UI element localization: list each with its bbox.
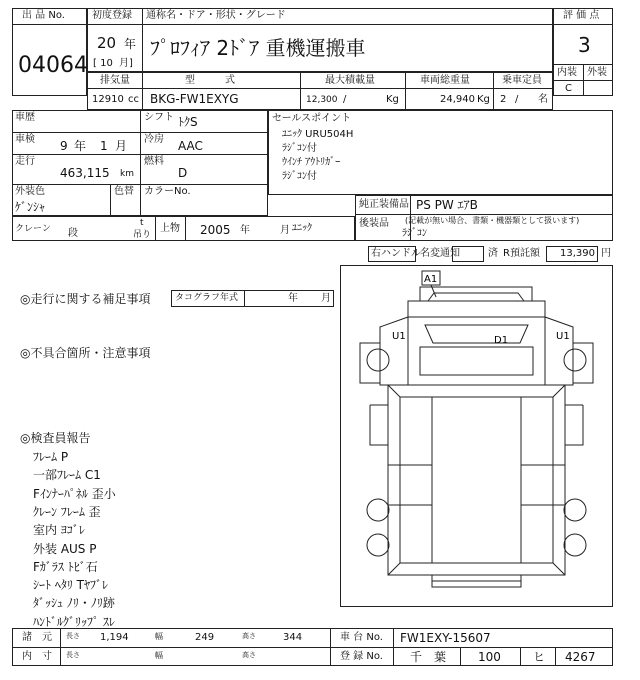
defects-label: ◎不具合箇所・注意事項 (20, 346, 151, 360)
vehicle-name: ﾌﾟﾛﾌｨｱ 2ﾄﾞｱ 重機運搬車 (150, 36, 366, 60)
reg-kana: ヒ (533, 650, 546, 664)
first-reg-label: 初度登録 (92, 10, 132, 21)
first-reg-year-unit: 年 (124, 37, 137, 51)
inspector-item: ﾀﾞｯｼｭ ﾉﾘ・ﾉﾘ跡 (33, 596, 115, 610)
sales-point-item: ｳｲﾝﾁ ｱｳﾄﾘｶﾞｰ (282, 157, 341, 168)
fuel-value: D (178, 166, 188, 180)
height-value: 344 (283, 632, 303, 643)
divider (330, 628, 331, 666)
divider (300, 72, 301, 110)
interior-width-label: 幅 (155, 651, 163, 660)
interior-length-label: 長さ (66, 651, 80, 659)
color-no-label: 色替 (114, 186, 134, 197)
inspector-item: 室内 ﾖｺﾞﾚ (33, 523, 85, 537)
inspector-item: 一部ﾌﾚｰﾑ C1 (33, 468, 101, 482)
history-label: 車歴 (15, 112, 35, 123)
divider (405, 72, 406, 110)
length-label: 長さ (66, 632, 80, 640)
first-reg-month: [ 10 (93, 58, 113, 69)
mount-year-unit: 年 (240, 225, 250, 236)
interior-label: 内装 (557, 67, 577, 78)
mount-month-unit: 月 (280, 225, 290, 236)
insp-year: 9 (60, 139, 68, 153)
mount-maker: ﾕﾆｯｸ (292, 223, 312, 234)
shift-value: ﾄｸS (178, 115, 198, 129)
ext-color-label: 外装色 (15, 186, 45, 197)
inspector-item: Fｲﾝﾅｰﾊﾟﾈﾙ 歪小 (33, 487, 116, 501)
divider (87, 88, 553, 89)
type-value: BKG-FW1EXYG (150, 92, 239, 106)
mileage-label: 走行 (15, 156, 35, 167)
divider (355, 214, 613, 215)
crane-label: クレーン (15, 224, 51, 234)
tacho-label: タコグラフ年式 (175, 293, 239, 303)
dims-label: 諸 元 (22, 632, 52, 643)
damage-mark-u1-left: U1 (392, 331, 406, 342)
recycle-prefix: 済 (488, 248, 498, 259)
divider (142, 8, 143, 72)
ac-value: AAC (178, 139, 203, 153)
std-equip-value: PS PW ｴｱB (416, 198, 478, 212)
length-value: 1,194 (100, 632, 129, 643)
displacement-unit: cc (128, 94, 139, 105)
ext-color-value: ｹﾞﾝｼｬ (15, 200, 46, 214)
crane-lift-unit: 吊り (133, 230, 152, 240)
insp-month: 1 (100, 139, 108, 153)
score-value: 3 (578, 33, 591, 57)
damage-mark-d1: D1 (494, 335, 509, 346)
chassis-value: FW1EXY-15607 (400, 631, 491, 645)
tacho-month-unit: 月 (321, 293, 331, 304)
aftermarket-value: ﾗｼﾞｺﾝ (402, 228, 427, 239)
sales-point-item: ﾗｼﾞｺﾝ付 (282, 143, 317, 154)
driving-notes-label: ◎走行に関する補足事項 (20, 292, 151, 306)
reg-number: 4267 (565, 650, 596, 664)
displacement-label: 排気量 (100, 75, 130, 86)
lot-box (12, 8, 87, 96)
mileage-value: 463,115 (60, 166, 110, 180)
score-label: 評 価 点 (563, 10, 600, 21)
inspection-label: 車検 (15, 134, 35, 145)
insp-month-unit: 月 (115, 139, 128, 153)
capacity-label: 乗車定員 (502, 75, 542, 86)
divider (393, 628, 394, 666)
inspector-label: ◎検査員報告 (20, 431, 91, 445)
mileage-unit: km (120, 169, 134, 179)
aftermarket-label: 後装品 (359, 218, 389, 229)
width-label: 幅 (155, 632, 163, 641)
gross-weight-unit: Kg (477, 94, 490, 105)
sales-point-item: ﾗｼﾞｺﾝ付 (282, 171, 317, 182)
height-label: 高さ (242, 632, 256, 640)
max-load-unit: Kg (386, 94, 399, 105)
divider (493, 72, 494, 110)
divider (185, 216, 186, 241)
divider (12, 24, 87, 25)
lot-number: 04064 (18, 53, 88, 78)
inspector-item: ﾌﾚｰﾑ P (33, 450, 69, 464)
lot-label: 出 品 No. (22, 10, 65, 21)
color-no-sub: カラーNo. (144, 186, 191, 197)
recycle-unit: 円 (601, 248, 611, 259)
model-label: 通称名・ドア・形状・グレード (146, 10, 286, 21)
shift-label: シフト (144, 112, 174, 123)
divider (60, 628, 61, 666)
exterior-label: 外装 (587, 67, 607, 78)
chassis-label: 車 台 No. (340, 632, 383, 643)
reg-class: 100 (478, 650, 501, 664)
crane-stage-unit: 段 (68, 228, 78, 239)
interior-height-label: 高さ (242, 651, 256, 659)
reg-label: 登 録 No. (340, 651, 383, 662)
divider (12, 647, 613, 648)
recycle-amount: 13,390 (560, 248, 595, 259)
divider (583, 64, 584, 96)
divider (244, 290, 245, 307)
reg-area: 千 葉 (410, 650, 447, 664)
fuel-label: 燃料 (144, 156, 164, 167)
divider (110, 184, 111, 216)
gross-weight-value: 24,940 (440, 94, 475, 105)
first-reg-month-unit: 月] (119, 58, 133, 69)
std-equip-label: 純正装備品 (359, 199, 409, 210)
divider (142, 72, 143, 110)
divider (155, 216, 156, 241)
capacity-value: 2 (500, 94, 507, 105)
inspector-item: ｼｰﾄ ﾍﾀﾘ Tﾔﾌﾞﾚ (33, 578, 108, 592)
mount-label: 上物 (160, 223, 180, 234)
inspector-item: ﾊﾝﾄﾞﾙｸﾞﾘｯﾌﾟ ｽﾚ (33, 615, 115, 629)
displacement-value: 12910 (92, 94, 124, 105)
gross-weight-label: 車両総重量 (420, 75, 470, 86)
width-value: 249 (195, 632, 215, 643)
rhd-label: 右ハンドル (371, 248, 421, 259)
divider (555, 647, 556, 666)
name-change-label: 名変通知 (420, 248, 460, 259)
divider (140, 110, 141, 216)
capacity-sep: / (515, 94, 519, 105)
sales-point-item: ﾕﾆｯｸ URU504H (282, 129, 354, 140)
tacho-year-unit: 年 (288, 293, 298, 304)
max-load-sep: / (343, 94, 347, 105)
sales-points-label: セールスポイント (272, 113, 352, 124)
max-load-value: 12,300 (306, 95, 338, 105)
damage-mark-a1: A1 (424, 274, 438, 285)
inspector-item: 外装 AUS P (33, 542, 97, 556)
inspector-item: Fｶﾞﾗｽ ﾄﾋﾞ石 (33, 560, 98, 574)
max-load-label: 最大積載量 (325, 75, 375, 86)
truck-diagram (340, 265, 613, 607)
name-change-box (452, 246, 484, 262)
interior-grade: C (565, 83, 572, 94)
type-label: 型 式 (185, 75, 235, 86)
divider (520, 647, 521, 666)
damage-mark-u1-right: U1 (556, 331, 570, 342)
crane-lift-top: t (140, 218, 144, 228)
aftermarket-note: (記載が無い場合、書類・機器類として扱います) (405, 216, 580, 225)
ac-label: 冷房 (144, 134, 164, 145)
capacity-unit: 名 (538, 94, 548, 105)
first-reg-year: 20 (97, 34, 117, 52)
inspector-item: ｸﾚｰﾝ ﾌﾚｰﾑ 歪 (33, 505, 101, 519)
divider (553, 24, 613, 25)
interior-dims-label: 内 寸 (22, 651, 52, 662)
divider (460, 647, 461, 666)
mount-year: 2005 (200, 223, 231, 237)
insp-year-unit: 年 (74, 139, 87, 153)
recycle-label: R預託額 (503, 248, 540, 259)
divider (87, 24, 553, 25)
